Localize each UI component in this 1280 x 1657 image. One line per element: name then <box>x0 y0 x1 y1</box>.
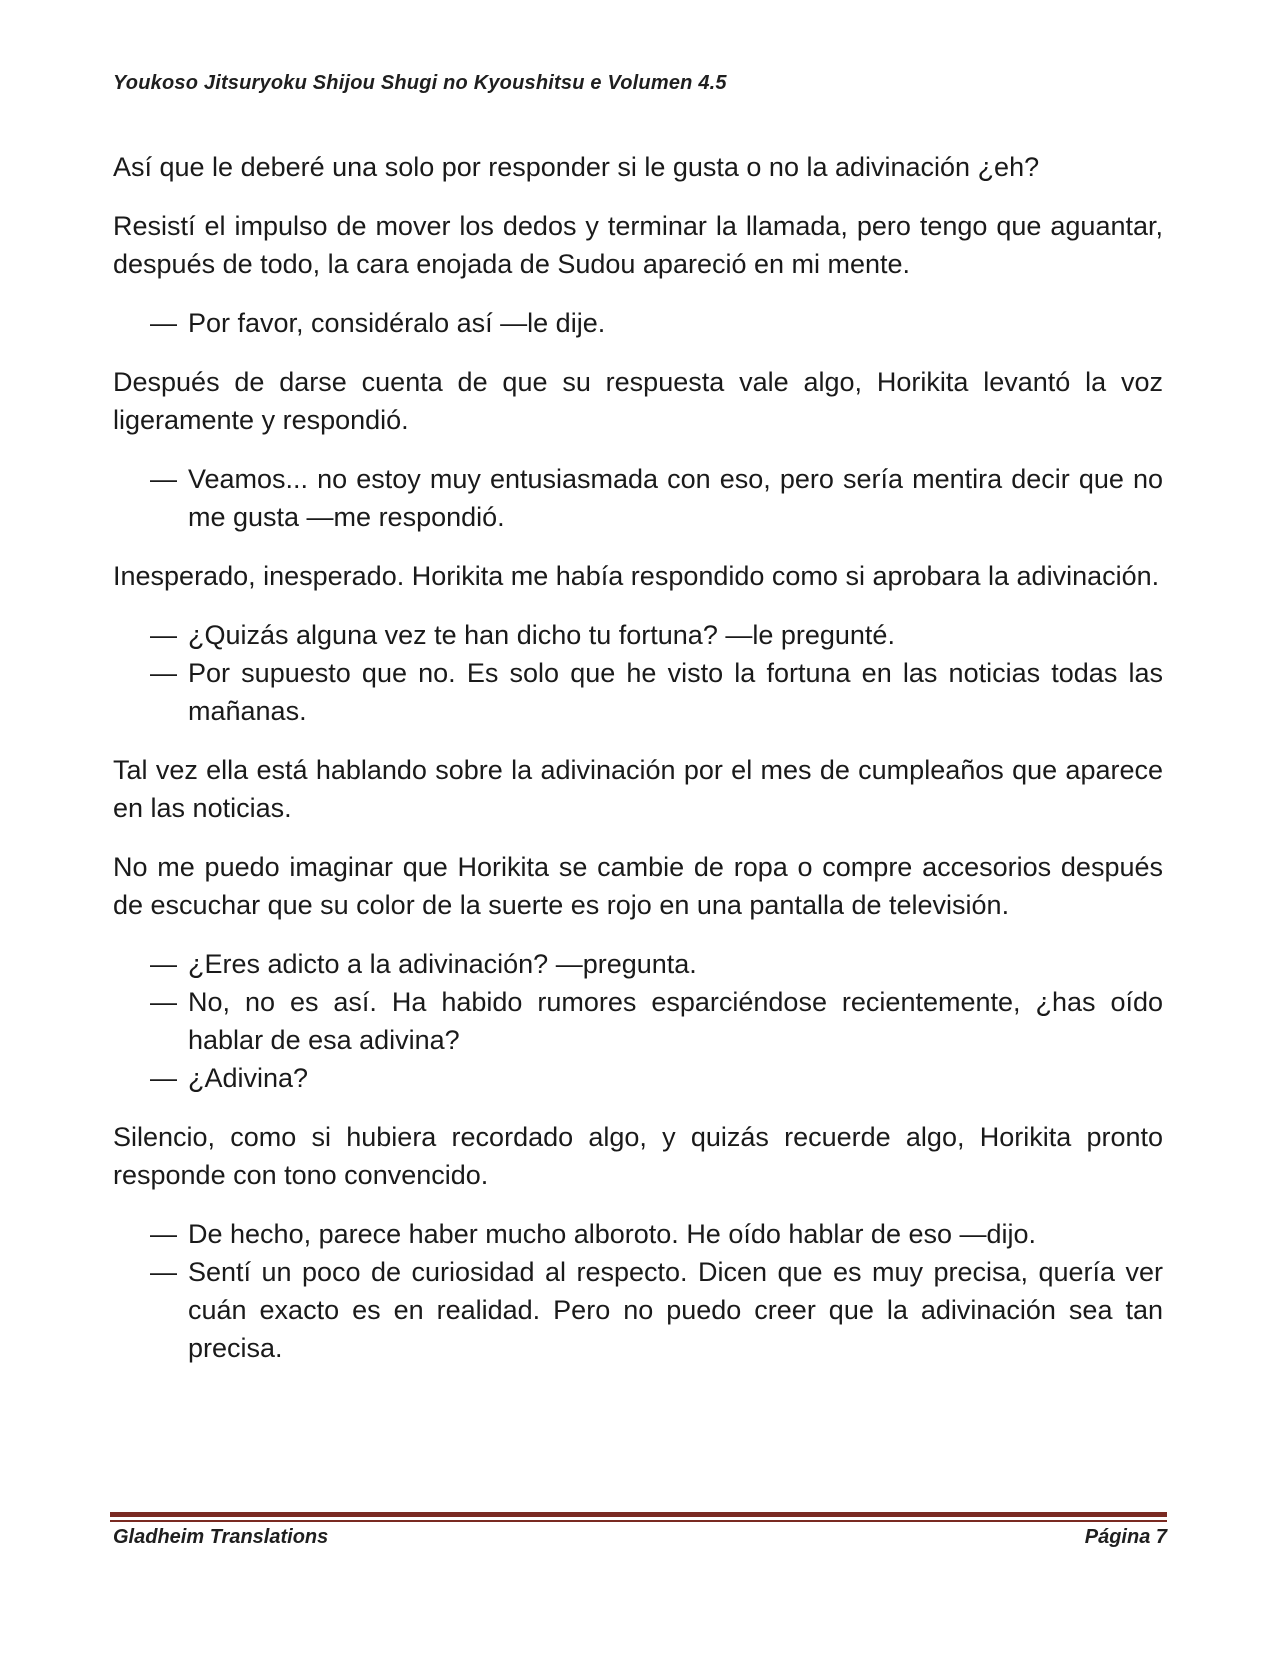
dialogue-text: ¿Quizás alguna vez te han dicho tu fortuna? —le pregunté. <box>188 620 895 650</box>
dialogue-line <box>113 304 1163 342</box>
dialogue-line <box>113 616 1163 654</box>
dialogue-dash: — <box>150 987 177 1017</box>
footer-divider <box>110 1512 1167 1522</box>
dialogue-block <box>113 1215 1163 1367</box>
dialogue-block <box>113 460 1163 536</box>
footer-credit: Gladheim Translations <box>113 1526 329 1548</box>
dialogue-block <box>113 945 1163 1097</box>
dialogue-text: No, no es así. Ha habido rumores esparciéndose recientemente, ¿has oído hablar de esa adivina? <box>188 987 1163 1055</box>
footer-divider-thin <box>110 1520 1167 1522</box>
paragraph: Resistí el impulso de mover los dedos y terminar la llamada, pero tengo que aguantar, después de todo, la cara enojada de Sudou apareció en mi mente. <box>113 211 1163 279</box>
dialogue-text: Veamos... no estoy muy entusiasmada con eso, pero sería mentira decir que no me gusta —me respondió. <box>188 464 1163 532</box>
paragraph: Después de darse cuenta de que su respuesta vale algo, Horikita levantó la voz ligeramente y respondió. <box>113 367 1163 435</box>
dialogue-block <box>113 616 1163 730</box>
dialogue-dash: — <box>150 620 177 650</box>
dialogue-text: Sentí un poco de curiosidad al respecto. Dicen que es muy precisa, quería ver cuán exacto es en realidad. Pero no puedo creer que la adivinación sea tan precisa. <box>188 1257 1163 1363</box>
dialogue-dash: — <box>150 949 177 979</box>
paragraph: Así que le deberé una solo por responder si le gusta o no la adivinación ¿eh? <box>113 152 1040 182</box>
dialogue-line <box>113 460 1163 536</box>
dialogue-dash: — <box>150 1219 177 1249</box>
dialogue-dash: — <box>150 1257 177 1287</box>
dialogue-line <box>113 1253 1163 1367</box>
page-number: Página 7 <box>1084 1526 1167 1548</box>
dialogue-block <box>113 304 1163 342</box>
dialogue-text: Por favor, considéralo así —le dije. <box>188 308 606 338</box>
dialogue-text: Por supuesto que no. Es solo que he visto la fortuna en las noticias todas las mañanas. <box>188 658 1163 726</box>
dialogue-dash: — <box>150 308 177 338</box>
paragraph: No me puedo imaginar que Horikita se cambie de ropa o compre accesorios después de escuchar que su color de la suerte es rojo en una pantalla de televisión. <box>113 852 1163 920</box>
dialogue-line <box>113 654 1163 730</box>
paragraph: Silencio, como si hubiera recordado algo, y quizás recuerde algo, Horikita pronto responde con tono convencido. <box>113 1122 1163 1190</box>
dialogue-line <box>113 1215 1163 1253</box>
dialogue-text: ¿Adivina? <box>188 1063 309 1093</box>
dialogue-line <box>113 983 1163 1059</box>
running-header: Youkoso Jitsuryoku Shijou Shugi no Kyoushitsu e Volumen 4.5 <box>113 72 727 94</box>
dialogue-dash: — <box>150 658 177 688</box>
dialogue-text: ¿Eres adicto a la adivinación? —pregunta. <box>188 949 697 979</box>
dialogue-line <box>113 1059 1163 1097</box>
dialogue-text: De hecho, parece haber mucho alboroto. He oído hablar de eso —dijo. <box>188 1219 1037 1249</box>
dialogue-line <box>113 945 1163 983</box>
paragraph: Inesperado, inesperado. Horikita me había respondido como si aprobara la adivinación. <box>113 561 1160 591</box>
paragraph: Tal vez ella está hablando sobre la adivinación por el mes de cumpleaños que aparece en las noticias. <box>113 755 1163 823</box>
dialogue-dash: — <box>150 464 177 494</box>
footer-divider-thick <box>110 1512 1167 1517</box>
dialogue-dash: — <box>150 1063 177 1093</box>
page-body <box>113 148 1163 1388</box>
